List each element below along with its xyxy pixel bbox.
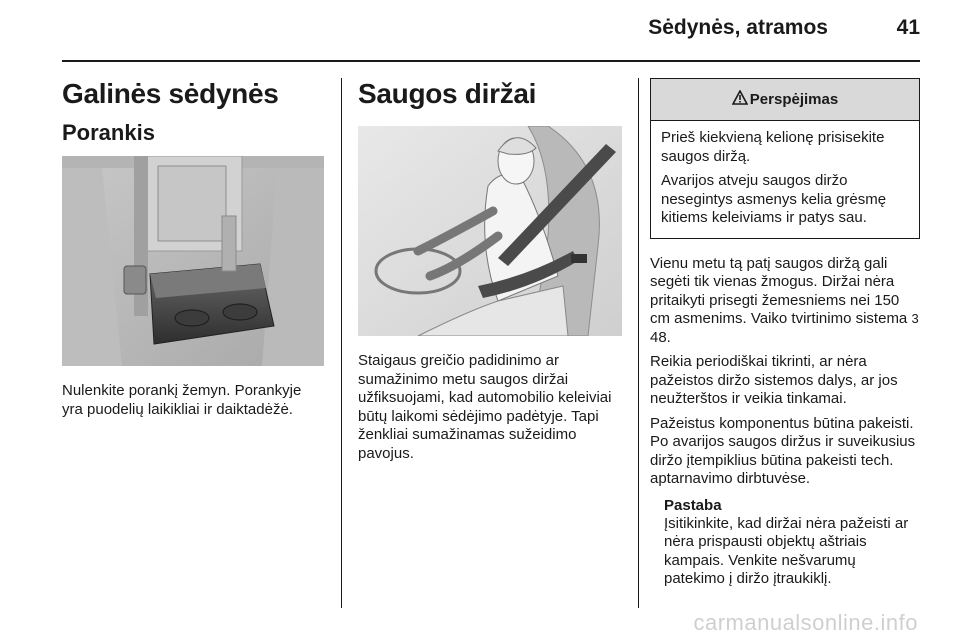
warning-title: Perspėjimas (749, 91, 839, 108)
section-heading-seat-belts: Saugos diržai (358, 78, 537, 109)
header-rule (62, 60, 920, 62)
column-divider-1 (341, 78, 342, 608)
watermark: carmanualsonline.info (693, 610, 918, 635)
warning-triangle-icon (732, 90, 748, 109)
column-divider-2 (638, 78, 639, 608)
column-seat-belts (358, 76, 622, 469)
section-heading-rear-seats: Galinės sėdynės (62, 78, 279, 109)
note-box (664, 497, 920, 589)
page-ref-arrow-icon: 3 (911, 311, 919, 326)
seat-belt-illustration (358, 126, 622, 336)
belt-usage-paragraph (650, 255, 920, 348)
page-number: 41 (896, 16, 920, 39)
note-text: Įsitikinkite, kad diržai nėra pažeisti ar nėra prispausti objektų aštriais kampais. Venkite nešvarumų patekimo į diržo įtraukiklį. (664, 514, 909, 587)
warning-line: Prieš kiekvieną kelionę prisisekite saugos diržą. (661, 129, 885, 165)
subheading-armrest: Porankis (62, 120, 155, 145)
column-rear-seats (62, 76, 324, 425)
armrest-illustration (62, 156, 324, 366)
seat-belt-description: Staigaus greičio padidinimo ar sumažinimo metu saugos diržai užfiksuojami, kad automobilio keleiviai būtų laikomi sėdėjimo padėtyje. Tapi ženkliai sumažinamas sužeidimo pavojus. (358, 352, 612, 462)
warning-body (651, 121, 919, 238)
column-belt-info (650, 76, 920, 595)
note-title: Pastaba (664, 496, 722, 514)
page-ref-number[interactable]: 48. (650, 328, 671, 346)
belt-replacement-paragraph: Pažeistus komponentus būtina pakeisti. Po avarijos saugos diržus ir suveikusius diržo įtempiklius būtina pakeisti tech. aptarnavimo dirbtuvėse. (650, 414, 916, 487)
warning-line: Avarijos atveju saugos diržo nesegintys asmenys kelia grėsmę kitiems keleiviams ir patys sau. (661, 172, 887, 226)
belt-inspection-paragraph: Reikia periodiškai tikrinti, ar nėra pažeistos diržo sistemos dalys, ar jos neužterštos ir veikia tinkamai. (650, 353, 898, 407)
header-title: Sėdynės, atramos (648, 16, 828, 39)
warning-box (650, 78, 920, 239)
armrest-description: Nulenkite porankį žemyn. Porankyje yra puodelių laikikliai ir daiktadėžė. (62, 382, 302, 418)
warning-header (651, 79, 919, 121)
belt-usage-text: Vienu metu tą patį saugos diržą gali segėti tik vienas žmogus. Diržai nėra pritaikyti prisegti žemesniems nei 150 cm asmenims. Vaiko tvirtinimo sistema (650, 254, 908, 327)
